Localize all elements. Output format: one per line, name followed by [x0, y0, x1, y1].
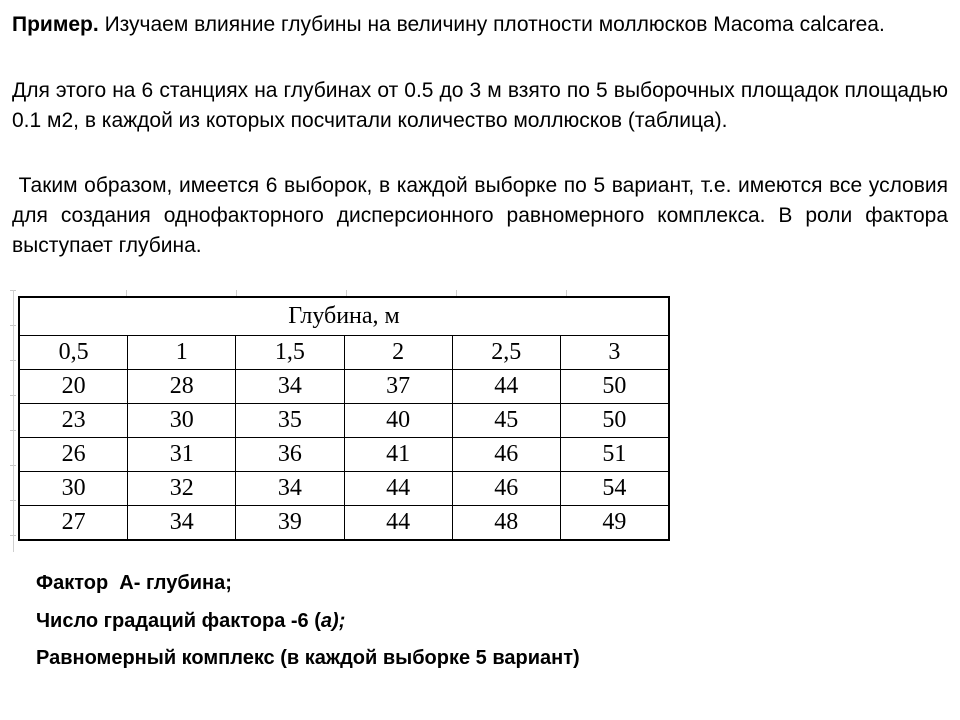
column-header: 1: [128, 336, 236, 370]
table-row: [19, 472, 669, 506]
table-cell: 54: [560, 472, 669, 506]
complex-line: Равномерный комплекс (в каждой выборке 5 вариант): [36, 647, 580, 669]
table-cell: 32: [128, 472, 236, 506]
table-cell: 49: [560, 506, 669, 541]
table-cell: 27: [19, 506, 128, 541]
intro-paragraph: [12, 10, 948, 40]
table-cell: 34: [128, 506, 236, 541]
table-cell: 35: [236, 404, 344, 438]
gradations-prefix: Число градаций фактора -6 (: [36, 610, 321, 632]
table-cell: 45: [452, 404, 560, 438]
table-cell: 40: [344, 404, 452, 438]
column-header: 2,5: [452, 336, 560, 370]
table-cell: 23: [19, 404, 128, 438]
intro-text: Изучаем влияние глубины на величину плотности моллюсков Macoma calcarea.: [104, 13, 885, 36]
intro-label: Пример.: [12, 13, 99, 36]
table-row: [19, 438, 669, 472]
spreadsheet-column-line: [13, 290, 14, 552]
table-cell: 34: [236, 370, 344, 404]
table-cell: 50: [560, 370, 669, 404]
table-cell: 44: [344, 472, 452, 506]
factor-line: Фактор А- глубина;: [36, 572, 232, 594]
table-cell: 51: [560, 438, 669, 472]
table-cell: 26: [19, 438, 128, 472]
column-header: 1,5: [236, 336, 344, 370]
gradations-suffix: );: [332, 610, 346, 632]
gradations-line: [36, 610, 345, 633]
column-header: 2: [344, 336, 452, 370]
table-cell: 36: [236, 438, 344, 472]
table-cell: 31: [128, 438, 236, 472]
table-cell: 39: [236, 506, 344, 541]
table-cell: 30: [19, 472, 128, 506]
data-table-container: [10, 290, 670, 552]
column-header: 3: [560, 336, 669, 370]
depth-density-table: [18, 296, 670, 541]
table-cell: 30: [128, 404, 236, 438]
gradations-variable: а: [320, 610, 333, 632]
table-cell: 48: [452, 506, 560, 541]
table-cell: 46: [452, 472, 560, 506]
table-cell: 37: [344, 370, 452, 404]
table-cell: 50: [560, 404, 669, 438]
conclusion-paragraph: Таким образом, имеется 6 выборок, в каждой выборке по 5 вариант, т.е. имеются все условия для создания однофакторного дисперсионного равномерного комплекса. В роли фактора выступает глубина.: [12, 174, 954, 257]
column-header: 0,5: [19, 336, 128, 370]
table-cell: 34: [236, 472, 344, 506]
table-row: [19, 370, 669, 404]
table-cell: 28: [128, 370, 236, 404]
table-row: [19, 404, 669, 438]
table-cell: 20: [19, 370, 128, 404]
table-cell: 44: [452, 370, 560, 404]
table-cell: 44: [344, 506, 452, 541]
table-cell: 41: [344, 438, 452, 472]
method-paragraph: Для этого на 6 станциях на глубинах от 0.5 до 3 м взято по 5 выборочных площадок площадью 0.1 м2, в каждой из которых посчитали количество моллюсков (таблица).: [12, 79, 948, 132]
table-cell: 46: [452, 438, 560, 472]
table-title: Глубина, м: [19, 297, 669, 336]
table-row: [19, 506, 669, 541]
